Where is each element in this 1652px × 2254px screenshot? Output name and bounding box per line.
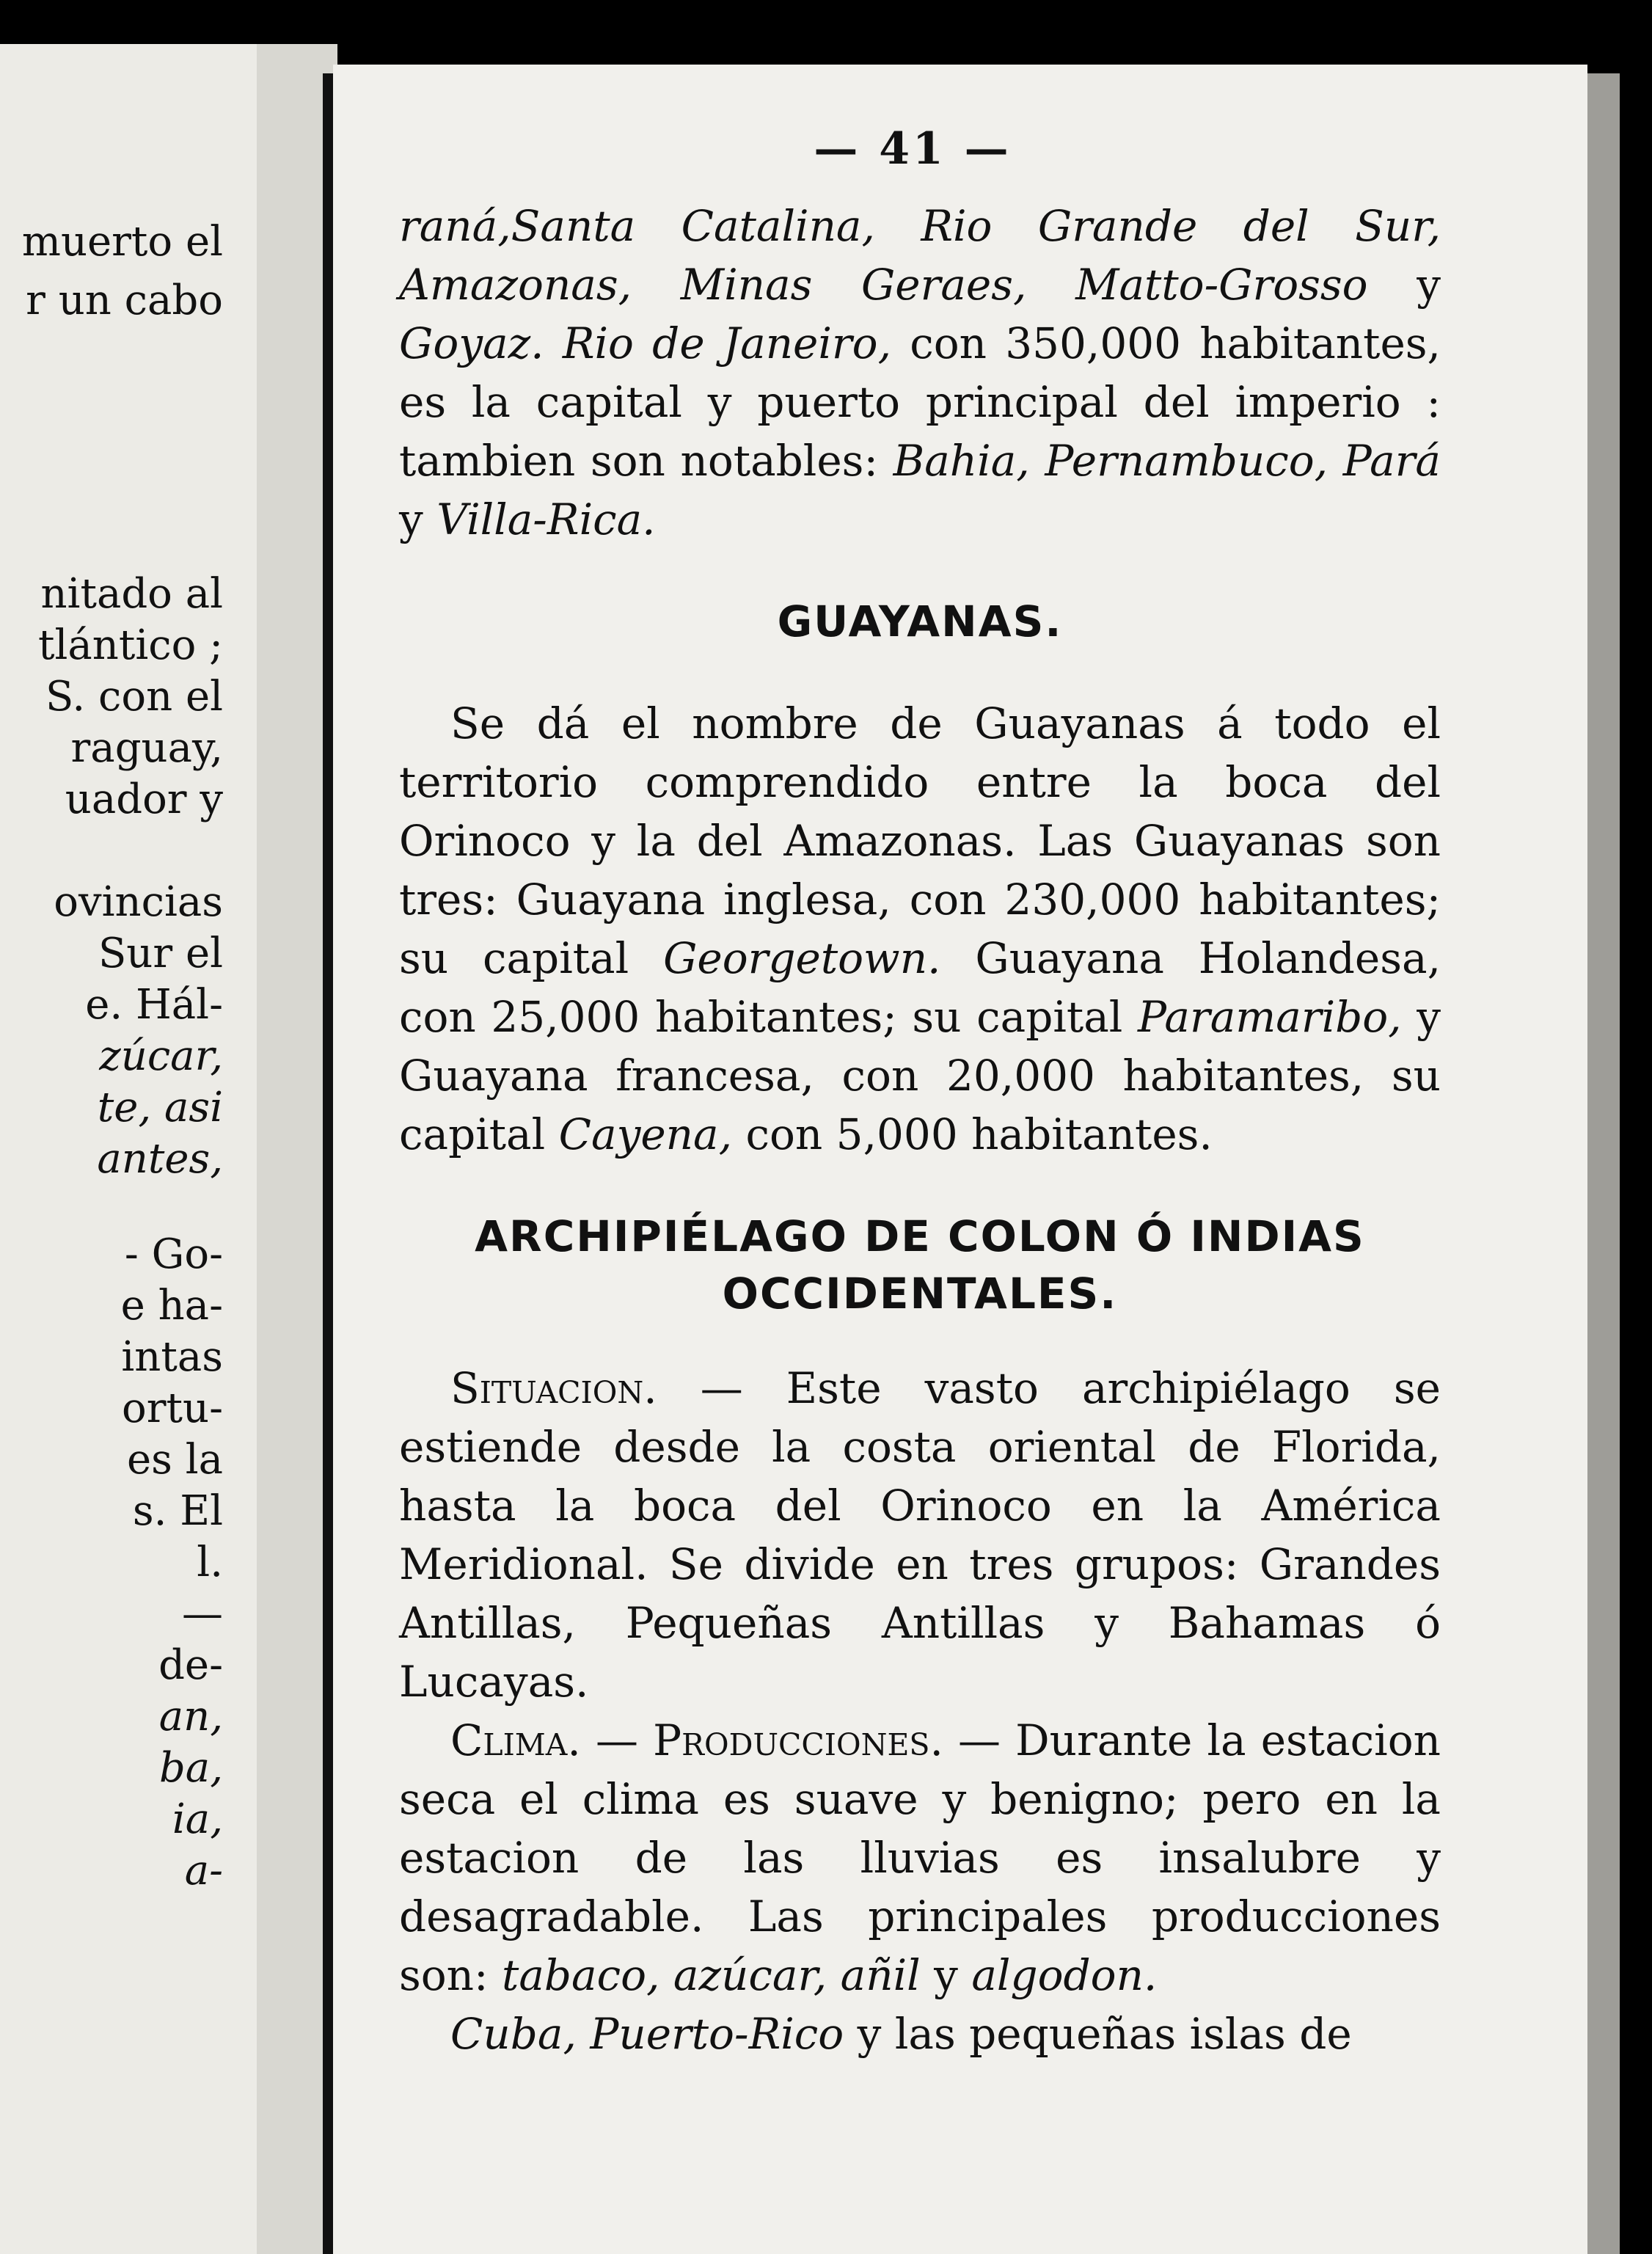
- facing-page-line: l.: [197, 1539, 223, 1586]
- facing-page-line: tlántico ;: [37, 621, 223, 669]
- facing-page-line: es la: [127, 1436, 223, 1484]
- gutter-shadow: [323, 73, 333, 2254]
- page-edge: [1587, 73, 1620, 2254]
- situacion-paragraph: Situacion. — Este vasto archipiélago se estiende desde la costa oriental de Florida, hasta la boca del Orinoco en la América Meridional. Se divide en tres grupos: Grandes Antillas, Pequeñas Antillas y Bahamas ó Lucayas.: [399, 1363, 1441, 1707]
- facing-page-line: —: [182, 1590, 223, 1638]
- intro-paragraph: raná,Santa Catalina, Rio Grande del Sur, Amazonas, Minas Geraes, Matto-Grosso y Goyaz. Rio de Janeiro, con 350,000 habitantes, es la capital y puerto principal del imperio : tambien son notables: Bahia, Pernambuco, Pará y Villa-Rica.: [399, 201, 1441, 544]
- archipielago-heading-line2: OCCIDENTALES.: [722, 1269, 1118, 1319]
- facing-page-line: Sur el: [98, 930, 223, 977]
- facing-page-line: a-: [184, 1847, 223, 1894]
- book-page: [333, 65, 1587, 2254]
- clima-label: Clima.: [450, 1715, 581, 1765]
- situacion-label: Situacion.: [450, 1363, 657, 1413]
- guayanas-paragraph: Se dá el nombre de Guayanas á todo el territorio comprendido entre la boca del Orinoco y la del Amazonas. Las Guayanas son tres: Guayana inglesa, con 230,000 habitantes; su capital Georgetown. Guayana Holandesa, con 25,000 habitantes; su capital Paramaribo, y Guayana francesa, con 20,000 habitantes, su capital Cayena, con 5,000 habitantes.: [399, 699, 1441, 1159]
- page-text: [399, 182, 1441, 2063]
- facing-page: [0, 44, 257, 2254]
- facing-page-line: nitado al: [40, 570, 223, 618]
- facing-page-line: e ha-: [120, 1282, 223, 1330]
- page-number: — 41 —: [814, 123, 1012, 175]
- facing-page-line: an,: [158, 1693, 223, 1740]
- facing-page-line: antes,: [97, 1135, 223, 1183]
- facing-page-line: ovincias: [54, 878, 223, 926]
- producciones-label: Producciones.: [653, 1715, 943, 1765]
- facing-page-line: muerto el: [21, 218, 223, 266]
- guayanas-heading: GUAYANAS.: [777, 597, 1063, 646]
- facing-page-line: intas: [121, 1333, 223, 1381]
- facing-page-line: - Go-: [124, 1230, 223, 1278]
- facing-page-line: de-: [158, 1641, 223, 1689]
- facing-page-line: uador y: [65, 776, 223, 823]
- facing-page-line: zúcar,: [99, 1032, 223, 1080]
- facing-page-line: ia,: [172, 1795, 223, 1843]
- facing-page-line: te, asi: [97, 1084, 223, 1131]
- facing-page-line: S. con el: [45, 673, 223, 721]
- facing-page-line: r un cabo: [26, 277, 223, 324]
- facing-page-line: raguay,: [70, 724, 223, 772]
- cuba-paragraph: Cuba, Puerto-Rico y las pequeñas islas de: [450, 2009, 1352, 2059]
- archipielago-heading-line1: ARCHIPIÉLAGO DE COLON Ó INDIAS: [475, 1211, 1365, 1261]
- facing-page-line: ba,: [158, 1744, 223, 1792]
- facing-page-line: ortu-: [122, 1385, 223, 1432]
- facing-page-line: e. Hál-: [85, 981, 223, 1029]
- archipielago-heading: [399, 1208, 1441, 1322]
- facing-page-line: s. El: [132, 1487, 223, 1535]
- clima-paragraph: Clima. — Producciones. — Durante la estacion seca el clima es suave y benigno; pero en la estacion de las lluvias es insalubre y desagradable. Las principales producciones son: tabaco, azúcar, añil y algodon.: [399, 1715, 1441, 2000]
